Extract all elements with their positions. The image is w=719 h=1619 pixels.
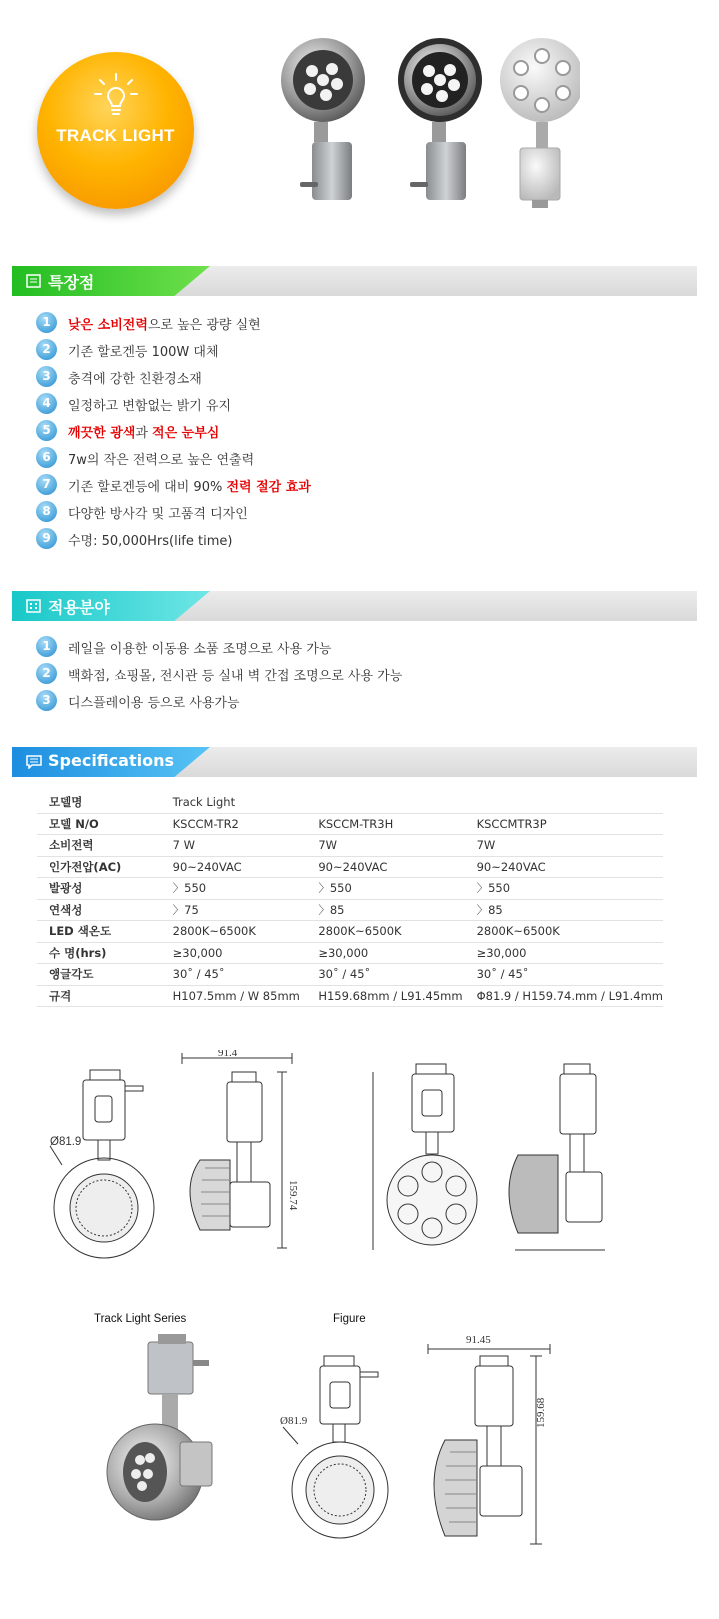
features-title: 특장점 [48, 273, 95, 292]
feature-text-part: 충격에 강한 친환경소재 [68, 372, 202, 387]
spec-row [37, 856, 663, 878]
application-number-badge: 1 [36, 636, 57, 657]
features-header [12, 266, 697, 296]
spec-value: 7W [477, 835, 663, 857]
document-icon [26, 274, 41, 288]
drawing-front-view-2 [373, 1064, 477, 1250]
spec-row [37, 792, 663, 813]
spec-value: 2800K~6500K [318, 921, 476, 943]
feature-number-badge: 2 [36, 339, 57, 360]
product-photo-2 [398, 38, 482, 200]
feature-number-badge: 3 [36, 366, 57, 387]
spec-value: H159.68mm / L91.45mm [318, 985, 476, 1007]
feature-text [68, 449, 254, 468]
building-icon [26, 599, 41, 613]
feature-text-part: 7w의 작은 전력으로 높은 연출력 [68, 453, 255, 468]
application-number-badge: 2 [36, 663, 57, 684]
feature-text-part: 기존 할로겐등에 대비 90% [68, 480, 227, 495]
feature-text-part: 으로 높은 광량 실현 [147, 318, 261, 333]
spec-value: KSCCM-TR2 [173, 813, 319, 835]
drawing1-width: 91.4 [218, 1050, 238, 1059]
spec-value: KSCCM-TR3H [318, 813, 476, 835]
specifications-header [12, 747, 697, 777]
spec-value: 〉550 [477, 878, 663, 900]
application-number-badge: 3 [36, 690, 57, 711]
spec-value: 7 W [173, 835, 319, 857]
technical-drawings-bottom [100, 1332, 660, 1602]
applications-header [12, 591, 697, 621]
spec-label: LED 색온도 [37, 921, 173, 943]
spec-value: 〉85 [477, 899, 663, 921]
feature-text-part: 기존 할로겐등 100W 대체 [68, 345, 219, 360]
spec-label: 연색성 [37, 899, 173, 921]
feature-number-badge: 8 [36, 501, 57, 522]
feature-number-badge: 7 [36, 474, 57, 495]
feature-highlight: 전력 절감 효과 [226, 480, 311, 495]
spec-value: 〉75 [173, 899, 319, 921]
drawing2-height: 159.68 [535, 1397, 547, 1428]
spec-value: KSCCMTR3P [477, 813, 663, 835]
spec-row [37, 921, 663, 943]
spec-value: ≥30,000 [477, 942, 663, 964]
spec-value: Φ81.9 / H159.74.mm / L91.4mm [477, 985, 663, 1007]
spec-value: ≥30,000 [173, 942, 319, 964]
spec-value: 〉550 [173, 878, 319, 900]
spec-value [318, 792, 476, 813]
spec-value: ≥30,000 [318, 942, 476, 964]
speech-bubble-icon [26, 755, 42, 769]
spec-value: 〉550 [318, 878, 476, 900]
product-photo-1 [281, 38, 365, 200]
feature-highlight: 낮은 소비전력 [68, 318, 148, 333]
specifications-title: Specifications [48, 751, 174, 770]
drawing2-width: 91.45 [466, 1334, 491, 1346]
spec-label: 모델 N/O [37, 813, 173, 835]
drawing2-diameter: Ø81.9 [280, 1415, 308, 1427]
series-render [107, 1334, 212, 1520]
spec-value: 7W [318, 835, 476, 857]
spec-label: 발광성 [37, 878, 173, 900]
application-text: 디스플레이용 등으로 사용가능 [68, 696, 240, 711]
spec-row [37, 835, 663, 857]
drawing-side-view-1 [182, 1053, 292, 1248]
spec-label: 앵글각도 [37, 964, 173, 986]
spec-label: 소비전력 [37, 835, 173, 857]
feature-text [68, 395, 231, 414]
technical-drawings-top [40, 1050, 620, 1265]
feature-text [68, 530, 232, 549]
spec-value: 90~240VAC [318, 856, 476, 878]
drawing-side-view-2 [509, 1064, 605, 1250]
applications-title: 적용분야 [48, 598, 110, 617]
feature-highlight: 깨끗한 광색 [68, 426, 136, 441]
spec-value: 2800K~6500K [477, 921, 663, 943]
spec-label: 인가전압(AC) [37, 856, 173, 878]
spec-value: 30˚ / 45˚ [173, 964, 319, 986]
feature-text [68, 422, 219, 441]
spec-value: Track Light [173, 792, 319, 813]
spec-row [37, 985, 663, 1007]
applications-header-tab [12, 591, 210, 621]
spec-value: 〉85 [318, 899, 476, 921]
spec-table [37, 792, 663, 1007]
product-photo-3 [500, 38, 580, 208]
feature-text-part: 다양한 방사각 및 고품격 디자인 [68, 507, 248, 522]
lightbulb-icon [92, 72, 140, 120]
spec-value [477, 792, 663, 813]
spec-row [37, 878, 663, 900]
product-photos [270, 38, 580, 238]
drawing1-diameter: Ø81.9 [50, 1136, 82, 1148]
feature-number-badge: 1 [36, 312, 57, 333]
feature-text-part: 과 [135, 426, 153, 441]
feature-text [68, 314, 261, 333]
spec-row [37, 942, 663, 964]
spec-row [37, 813, 663, 835]
application-text: 레일을 이용한 이동용 소품 조명으로 사용 가능 [68, 642, 332, 657]
feature-number-badge: 6 [36, 447, 57, 468]
spec-row [37, 899, 663, 921]
feature-text [68, 476, 311, 495]
application-text: 백화점, 쇼핑몰, 전시관 등 실내 벽 간접 조명으로 사용 가능 [68, 669, 403, 684]
spec-row [37, 964, 663, 986]
features-header-tab [12, 266, 210, 296]
badge-title: TRACK LIGHT [56, 126, 175, 145]
spec-label: 수 명(hrs) [37, 942, 173, 964]
feature-highlight: 적은 눈부심 [152, 426, 220, 441]
spec-label: 규격 [37, 985, 173, 1007]
drawing-front-view-3 [283, 1356, 388, 1538]
spec-value: 90~240VAC [477, 856, 663, 878]
feature-text [68, 503, 248, 522]
feature-number-badge: 4 [36, 393, 57, 414]
feature-text-part: 수명: 50,000Hrs(life time) [68, 534, 233, 549]
drawing1-height: 159.74 [287, 1180, 299, 1211]
feature-number-badge: 5 [36, 420, 57, 441]
spec-value: 2800K~6500K [173, 921, 319, 943]
feature-text [68, 341, 219, 360]
spec-value: 90~240VAC [173, 856, 319, 878]
spec-value: H107.5mm / W 85mm [173, 985, 319, 1007]
track-light-badge [37, 52, 194, 209]
spec-label: 모델명 [37, 792, 173, 813]
spec-value: 30˚ / 45˚ [318, 964, 476, 986]
caption-series: Track Light Series [94, 1313, 187, 1325]
feature-number-badge: 9 [36, 528, 57, 549]
caption-figure: Figure [333, 1313, 366, 1325]
drawing-side-view-3 [428, 1344, 550, 1544]
feature-text-part: 일정하고 변함없는 밝기 유지 [68, 399, 232, 414]
drawing-front-view-1 [50, 1070, 154, 1258]
spec-value: 30˚ / 45˚ [477, 964, 663, 986]
feature-text [68, 368, 202, 387]
